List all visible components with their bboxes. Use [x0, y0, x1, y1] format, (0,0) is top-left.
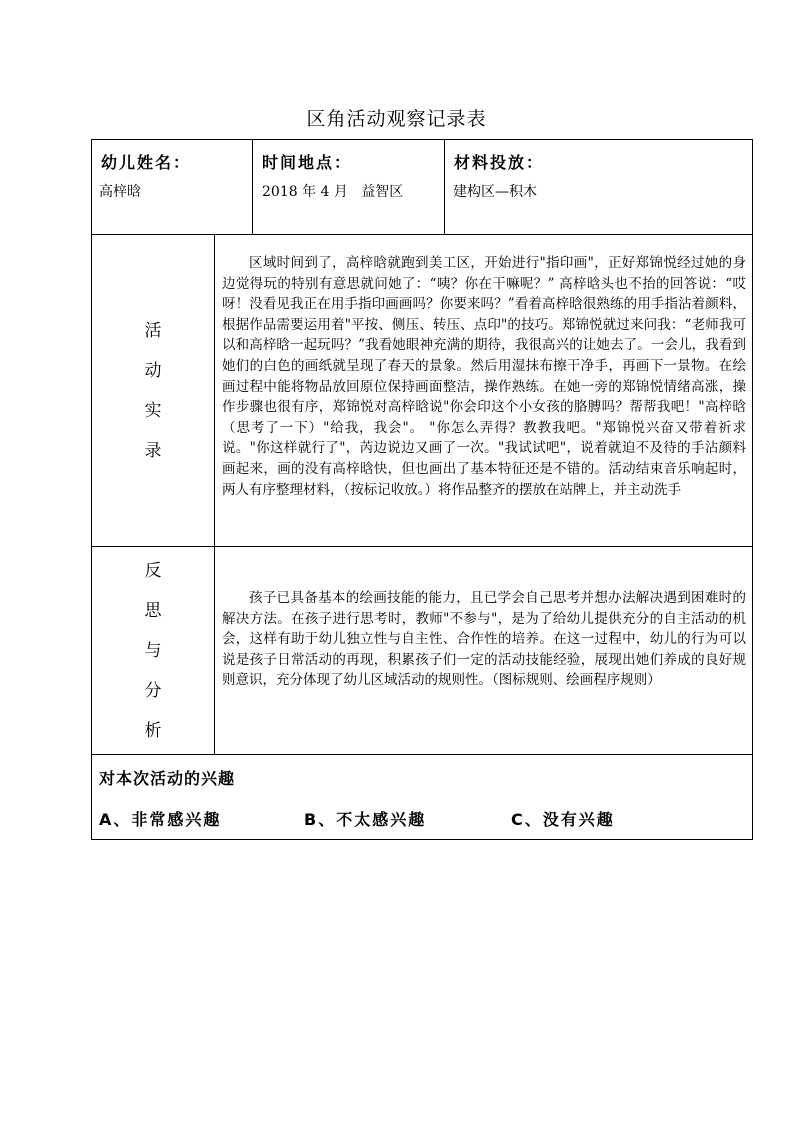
record-label-char: 实: [144, 401, 162, 421]
child-name-label: 幼儿姓名：: [101, 153, 192, 172]
materials-value: 建构区—积木: [453, 184, 537, 200]
reflection-label-char: 与: [144, 641, 162, 661]
materials-label: 材料投放：: [454, 153, 545, 172]
page-title: 区角活动观察记录表: [306, 108, 487, 130]
label-column-divider: [214, 234, 215, 754]
time-place-value: 2018 年 4 月 益智区: [262, 184, 404, 200]
row-divider-3: [91, 754, 753, 755]
row-divider-2: [91, 546, 753, 547]
reflection-label-char: 分: [144, 681, 162, 701]
record-label-char: 动: [144, 361, 162, 381]
record-label-char: 录: [144, 441, 162, 461]
option-not-very-interested[interactable]: B、不太感兴趣: [304, 810, 427, 829]
record-label-char: 活: [144, 321, 162, 341]
option-very-interested[interactable]: A、非常感兴趣: [99, 810, 222, 829]
activity-record-text: 区域时间到了，高梓晗就跑到美工区，开始进行"指印画"，正好郑锦悦经过她的身边觉得玩的特别有意思就问她了：“咦？你在干嘛呢？” 高梓晗头也不抬的回答说：“哎呀！没看见我正在用手指印画画吗？你要来吗？”看着高梓晗很熟练的用手指沾着颜料，根据作品需要运用着"平按、侧压、转压、点印"的技巧。郑锦悦就过来问我：“老师我可以和高梓晗一起玩吗？”我看她眼神充满的期待，我很高兴的让她去了。一会儿，我看到她们的白色的画纸就呈现了春天的景象。然后用湿抹布擦干净手，再画下一景物。在绘画过程中能将物品放回原位保持画面整洁，操作熟练。在她一旁的郑锦悦情绪高涨，操作步骤也很有序，郑锦悦对高梓晗说"你会印这个小女孩的胳膊吗？帮帮我吧！"高梓晗（思考了一下）"给我，我会"。 "你怎么弄得？教教我吧。"郑锦悦兴奋又带着祈求说。"你这样就行了"，芮边说边又画了一次。"我试试吧"，说着就迫不及待的手沾颜料画起来，画的没有高梓晗快，但也画出了基本特征还是不错的。活动结束音乐响起时，两人有序整理材料，（按标记收放。）将作品整齐的摆放在站牌上，并主动洗手: [222, 255, 746, 498]
child-name-value: 高梓晗: [99, 184, 141, 200]
interest-title: 对本次活动的兴趣: [99, 769, 236, 788]
header-divider-2: [444, 139, 445, 234]
reflection-label-char: 析: [144, 721, 162, 741]
reflection-label-char: 反: [144, 561, 162, 581]
time-place-label: 时间地点：: [262, 153, 353, 172]
reflection-label: [133, 556, 173, 756]
header-divider-1: [252, 139, 253, 234]
reflection-text: 孩子已具备基本的绘画技能的能力，且已学会自己思考并想办法解决遇到困难时的解决方法。在孩子进行思考时，教师"不参与"，是为了给幼儿提供充分的自主活动的机会，这样有助于幼儿独立性与自主性、合作性的培养。在这一过程中，幼儿的行为可以说是孩子日常活动的再现，积累孩子们一定的活动技能经验，展现出她们养成的良好规则意识，充分体现了幼儿区域活动的规则性。（图标规则、绘画程序规则）: [222, 590, 746, 689]
option-not-interested[interactable]: C、没有兴趣: [511, 810, 615, 829]
record-label: [133, 316, 173, 476]
row-divider-1: [91, 234, 753, 235]
reflection-label-char: 思: [144, 601, 162, 621]
